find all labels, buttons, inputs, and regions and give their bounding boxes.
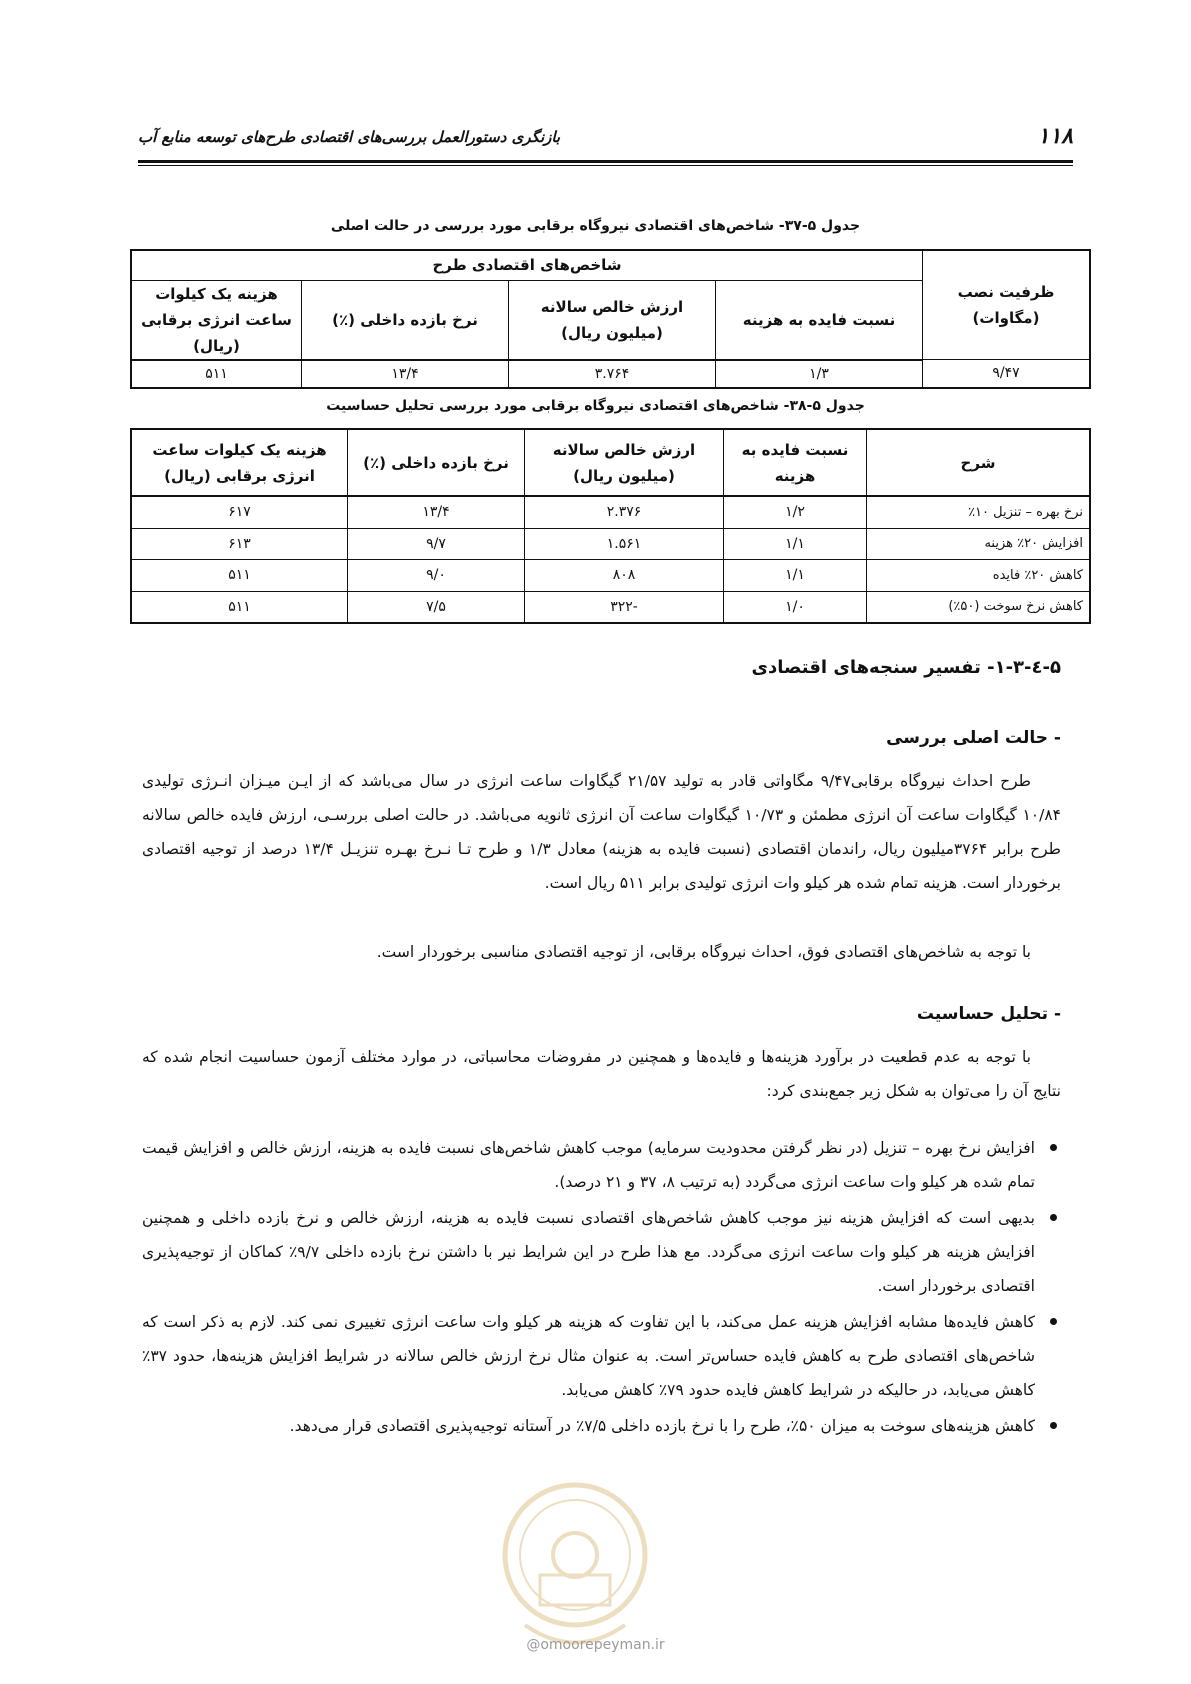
table2-cell-desc: کاهش ۲۰٪ فایده	[867, 560, 1091, 592]
table2-cell-cost: ۶۱۷	[131, 496, 348, 528]
table2	[130, 428, 1091, 624]
page-header	[138, 124, 1073, 158]
table2-cell-bc: ۱/۰	[724, 591, 867, 623]
subsection-heading-main-case: - حالت اصلی بررسی	[886, 728, 1061, 748]
bullet-dot-icon	[1050, 1318, 1057, 1325]
list-item: بدیهی است که افزایش هزینه نیز موجب کاهش شاخص‌های اقتصادی نسبت فایده به هزینه، ارزش خالص و نرخ بازده داخلی و همچنین افزایش هزینه هر کیلو وات ساعت انرژی می‌گردد. مع هذا طرح در این شرایط نیر با داشتن نرخ بازده داخلی ۹/۷٪ کماکان از توجیه‌پذیری اقتصادی برخوردار است.	[142, 1201, 1061, 1303]
table1-cell-bc: ۱/۳	[716, 360, 923, 388]
running-title: بازنگری دستورالعمل بررسی‌های اقتصادی طرح‌های توسعه منابع آب	[138, 128, 561, 146]
table1-col-capacity: ظرفیت نصب (مگاوات)	[923, 250, 1091, 360]
table1-cell-irr: ۱۳/۴	[302, 360, 509, 388]
table2-col-desc: شرح	[867, 429, 1091, 496]
table1-col-npv: ارزش خالص سالانه (میلیون ریال)	[509, 280, 716, 360]
table2-cell-irr: ۱۳/۴	[348, 496, 525, 528]
list-item: افزایش نرخ بهره – تنزیل (در نظر گرفتن محدودیت سرمایه) موجب کاهش شاخص‌های نسبت فایده به هزینه، ارزش خالص و افزایش قیمت تمام شده هر کیلو وات ساعت انرژی می‌گردد (به ترتیب ۸، ۳۷ و ۲۱ درصد).	[142, 1131, 1061, 1199]
sensitivity-bullet-list	[142, 1131, 1061, 1445]
list-item: کاهش فایده‌ها مشابه افزایش هزینه عمل می‌کند، با این تفاوت که هزینه هر کیلو وات ساعت انرژی تغییری نمی کند. لازم به ذکر است که شاخص‌های اقتصادی طرح به کاهش فایده حساس‌تر است. به عنوان مثال نرخ ارزش خالص سالانه در شرایط افزایش هزینه‌ها، حدود ۳۷٪ کاهش می‌یابد، در حالیکه در شرایط کاهش فایده حدود ۷۹٪ کاهش می‌یابد.	[142, 1305, 1061, 1407]
table2-col-cost: هزینه یک کیلوات ساعت انرژی برقابی (ریال)	[131, 429, 348, 496]
table1	[130, 249, 1091, 389]
table1-caption: جدول ۵-۳۷- شاخص‌های اقتصادی نیروگاه برقابی مورد بررسی در حالت اصلی	[330, 218, 861, 234]
table1-cell-cost: ۵۱۱	[131, 360, 302, 388]
table2-cell-bc: ۱/۱	[724, 528, 867, 560]
table2-cell-npv: ۲.۳۷۶	[525, 496, 724, 528]
table1-group-header: شاخص‌های اقتصادی طرح	[131, 250, 923, 280]
table2-cell-cost: ۵۱۱	[131, 560, 348, 592]
table2-cell-cost: ۵۱۱	[131, 591, 348, 623]
watermark-url: @omoorepeyman.ir	[526, 1637, 665, 1653]
table2-cell-npv: ۱.۵۶۱	[525, 528, 724, 560]
table1-col-bc: نسبت فایده به هزینه	[716, 280, 923, 360]
table1-col-irr: نرخ بازده داخلی (٪)	[302, 280, 509, 360]
header-rule-thick	[138, 160, 1073, 163]
table2-cell-cost: ۶۱۳	[131, 528, 348, 560]
subsection-heading-sensitivity: - تحلیل حساسیت	[916, 1004, 1061, 1024]
list-item: کاهش هزینه‌های سوخت به میزان ۵۰٪، طرح را با نرخ بازده داخلی ۷/۵٪ در آستانه توجیه‌پذیری اقتصادی قرار می‌دهد.	[142, 1409, 1061, 1443]
table2-cell-npv: -۳۲۲	[525, 591, 724, 623]
table2-cell-bc: ۱/۲	[724, 496, 867, 528]
table1-cell-npv: ۳.۷۶۴	[509, 360, 716, 388]
table-row	[131, 591, 1090, 623]
table2-col-irr: نرخ بازده داخلی (٪)	[348, 429, 525, 496]
table-row	[131, 560, 1090, 592]
table2-cell-irr: ۹/۰	[348, 560, 525, 592]
header-rule-thin	[138, 165, 1073, 166]
paragraph-sensitivity-intro: با توجه به عدم قطعیت در برآورد هزینه‌ها و فایده‌ها و همچنین در مفروضات محاسباتی، در موارد مختلف آزمون حساسیت انجام شده که نتایج آن را می‌توان به شکل زیر جمع‌بندی کرد:	[142, 1048, 1061, 1100]
table2-cell-desc: نرخ بهره – تنزیل ۱۰٪	[867, 496, 1091, 528]
table1-col-cost: هزینه یک کیلوات ساعت انرژی برقابی (ریال)	[131, 280, 302, 360]
table2-cell-bc: ۱/۱	[724, 560, 867, 592]
section-heading: ۵-٤-۱-۳- تفسیر سنجه‌های اقتصادی	[751, 657, 1061, 678]
bullet-dot-icon	[1050, 1144, 1057, 1151]
paragraph-main-case: طرح احداث نیروگاه برقابی۹/۴۷ مگاواتی قادر به تولید ۲۱/۵۷ گیگاوات ساعت انرژی در سال می‌باشد که از ایـن میـزان انـرژی تولیدی ۱۰/۸۴ گیگاوات ساعت آن انرژی مطمئن و ۱۰/۷۳ گیگاوات ساعت آن انرژی ثانویه می‌باشد. در حالت اصلی بررسـی، ارزش فایده خالص سالانه طرح برابر ۳۷۶۴میلیون ریال، راندمان اقتصادی (نسبت فایده به هزینه) معادل ۱/۳ و طرح تـا نـرخ بهـره تنزیـل ۱۳/۴ درصد از توجیه اقتصادی برخوردار است. هزینه تمام شده هر کیلو وات انرژی تولیدی برابر ۵۱۱ ریال است.	[142, 772, 1061, 892]
table2-col-npv: ارزش خالص سالانه (میلیون ریال)	[525, 429, 724, 496]
table2-cell-irr: ۹/۷	[348, 528, 525, 560]
bullet-dot-icon	[1050, 1214, 1057, 1221]
table-row	[131, 360, 1090, 388]
watermark-seal-icon	[495, 1465, 655, 1665]
table2-cell-desc: کاهش نرخ سوخت (۵۰٪)	[867, 591, 1091, 623]
table2-col-bc: نسبت فایده به هزینه	[724, 429, 867, 496]
page-number: ۱۱۸	[1037, 124, 1073, 149]
table-row	[131, 528, 1090, 560]
table2-cell-irr: ۷/۵	[348, 591, 525, 623]
table2-caption: جدول ۵-۳۸- شاخص‌های اقتصادی نیروگاه برقابی مورد بررسی تحلیل حساسیت	[326, 398, 865, 414]
table1-cell-capacity: ۹/۴۷	[923, 360, 1091, 388]
table-row	[131, 496, 1090, 528]
paragraph-main-case-conclusion: با توجه به شاخص‌های اقتصادی فوق، احداث نیروگاه برقابی، از توجیه اقتصادی مناسبی برخوردار است.	[376, 943, 1031, 961]
bullet-dot-icon	[1050, 1422, 1057, 1429]
table2-cell-desc: افزایش ۲۰٪ هزینه	[867, 528, 1091, 560]
table2-cell-npv: ۸۰۸	[525, 560, 724, 592]
